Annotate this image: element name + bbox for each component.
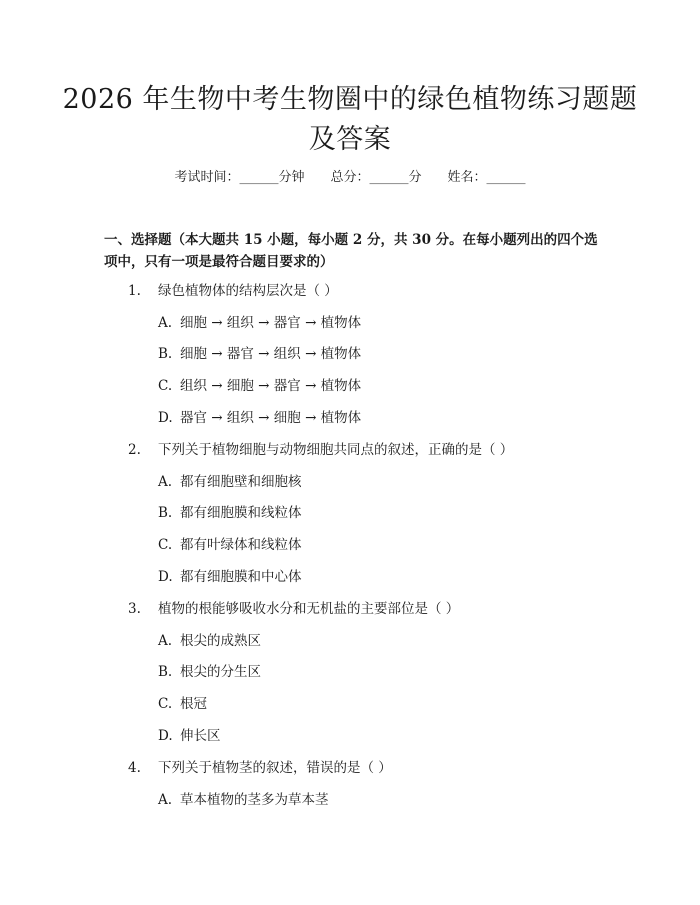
question-1-option-c bbox=[158, 376, 361, 396]
question-text: 植物的根能够吸收水分和无机盐的主要部位是（ ） bbox=[158, 601, 460, 617]
option-text: 器官 → 组织 → 细胞 → 植物体 bbox=[180, 410, 362, 426]
question-number: 2. bbox=[128, 442, 141, 458]
option-text: 根冠 bbox=[180, 696, 207, 712]
question-text: 绿色植物体的结构层次是（ ） bbox=[158, 283, 338, 299]
question-2-option-b bbox=[158, 503, 302, 523]
question-3-option-a bbox=[158, 631, 261, 651]
option-text: 都有细胞膜和线粒体 bbox=[180, 505, 302, 521]
question-text: 下列关于植物茎的叙述，错误的是（ ） bbox=[158, 760, 392, 776]
question-4-option-a bbox=[158, 790, 329, 810]
option-text: 组织 → 细胞 → 器官 → 植物体 bbox=[180, 378, 362, 394]
question-number: 4. bbox=[128, 760, 141, 776]
question-text: 下列关于植物细胞与动物细胞共同点的叙述，正确的是（ ） bbox=[158, 442, 514, 458]
exam-info-line bbox=[0, 168, 700, 188]
option-letter: C. bbox=[158, 378, 173, 394]
question-1-option-d bbox=[158, 408, 361, 428]
option-letter: D. bbox=[158, 410, 173, 426]
option-text: 根尖的分生区 bbox=[180, 664, 261, 680]
question-4 bbox=[128, 758, 392, 778]
name-field: 姓名：______ bbox=[447, 170, 526, 185]
section-heading: 一、选择题（本大题共 15 小题，每小题 2 分，共 30 分。在每小题列出的四个选项中，只有一项是最符合题目要求的） bbox=[104, 232, 598, 270]
option-text: 细胞 → 组织 → 器官 → 植物体 bbox=[180, 315, 362, 331]
option-letter: D. bbox=[158, 728, 173, 744]
option-text: 都有细胞膜和中心体 bbox=[180, 569, 302, 585]
question-2-option-c bbox=[158, 535, 302, 555]
option-text: 都有细胞壁和细胞核 bbox=[180, 474, 302, 490]
option-text: 细胞 → 器官 → 组织 → 植物体 bbox=[180, 346, 362, 362]
question-1-option-b bbox=[158, 344, 361, 364]
question-1 bbox=[128, 281, 338, 301]
exam-time-field: 考试时间：______分钟 bbox=[174, 170, 305, 185]
question-2 bbox=[128, 440, 513, 460]
option-text: 根尖的成熟区 bbox=[180, 633, 261, 649]
question-2-option-a bbox=[158, 472, 302, 492]
option-text: 草本植物的茎多为草本茎 bbox=[180, 792, 329, 808]
option-letter: D. bbox=[158, 569, 173, 585]
option-letter: C. bbox=[158, 537, 173, 553]
option-letter: A. bbox=[158, 792, 173, 808]
option-letter: A. bbox=[158, 633, 173, 649]
question-number: 3. bbox=[128, 601, 141, 617]
question-1-option-a bbox=[158, 313, 361, 333]
option-text: 都有叶绿体和线粒体 bbox=[180, 537, 302, 553]
total-score-field: 总分：______分 bbox=[330, 170, 422, 185]
option-letter: C. bbox=[158, 696, 173, 712]
question-3 bbox=[128, 599, 459, 619]
question-2-option-d bbox=[158, 567, 302, 587]
option-letter: A. bbox=[158, 315, 173, 331]
option-letter: B. bbox=[158, 346, 173, 362]
question-number: 1. bbox=[128, 283, 141, 299]
option-text: 伸长区 bbox=[180, 728, 221, 744]
option-letter: B. bbox=[158, 664, 173, 680]
option-letter: B. bbox=[158, 505, 173, 521]
option-letter: A. bbox=[158, 474, 173, 490]
question-3-option-b bbox=[158, 662, 261, 682]
question-3-option-d bbox=[158, 726, 221, 746]
question-3-option-c bbox=[158, 694, 207, 714]
document-title: 2026 年生物中考生物圈中的绿色植物练习题题及答案 bbox=[62, 84, 638, 155]
